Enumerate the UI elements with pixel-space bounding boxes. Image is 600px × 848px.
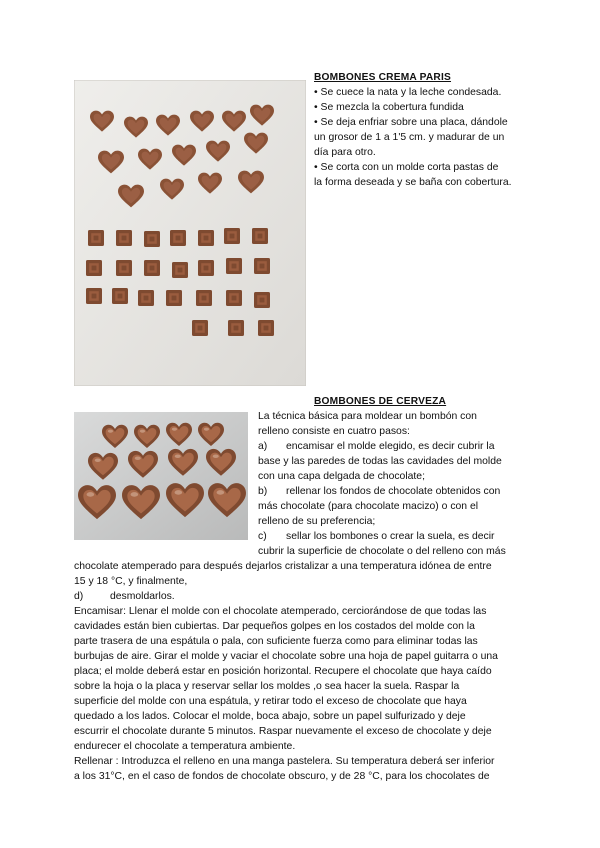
text-line: La técnica básica para moldear un bombón con [258, 411, 477, 422]
text-line: parte trasera de una espátula o pala, con suficiente fuerza como para eliminar todas las [74, 636, 478, 647]
text-line: Encamisar: Llenar el molde con el chocolate atemperado, cerciorándose de que todas las [74, 606, 487, 617]
text-line: sobre la hoja o la placa y reservar sellar los moldes ,o sea hacer la suela. Raspar la [74, 681, 460, 692]
text-line: día para otro. [314, 147, 376, 158]
text-line: superficie del molde con una espátula, y retirar todo el exceso de chocolate que haya [74, 696, 467, 707]
text-line: relleno consiste en cuatro pasos: [258, 426, 410, 437]
text-line: a los 31°C, en el caso de fondos de chocolate obscuro, y de 28 °C, para los chocolates de [74, 771, 490, 782]
section-title-cerveza: BOMBONES DE CERVEZA [314, 396, 447, 407]
step-letter: d) [74, 591, 84, 602]
step-text: sellar los bombones o crear la suela, es decir [286, 531, 495, 542]
step-text: desmoldarlos. [110, 591, 175, 602]
step-a-line [258, 439, 495, 454]
text-line: • Se corta con un molde corta pastas de [314, 162, 499, 173]
text-line: • Se cuece la nata y la leche condesada. [314, 87, 502, 98]
step-text: encamisar el molde elegido, es decir cubrir la [286, 441, 495, 452]
text-line: base y las paredes de todas las cavidades del molde [258, 456, 502, 467]
text-line: burbujas de aire. Girar el molde y vaciar el chocolate sobre una hoja de papel guitarra o una [74, 651, 498, 662]
text-line: • Se mezcla la cobertura fundida [314, 102, 464, 113]
text-line: endurecer el chocolate a temperatura ambiente. [74, 741, 296, 752]
text-line: un grosor de 1 a 1'5 cm. y madurar de un [314, 132, 505, 143]
text-line: cubrir la superficie de chocolate o del relleno con más [258, 546, 506, 557]
step-b-line [258, 484, 500, 499]
text-line: quedado a los lados. Colocar el molde, boca abajo, sobre un papel sulfurizado y deje [74, 711, 466, 722]
text-line: con una capa delgada de chocolate; [258, 471, 425, 482]
step-d-line [74, 589, 175, 604]
text-line: • Se deja enfriar sobre una placa, dándole [314, 117, 508, 128]
step-letter: a) [258, 441, 268, 452]
text-line: más chocolate (para chocolate macizo) o con el [258, 501, 479, 512]
text-line: cavidades están bien cubiertas. Dar pequeños golpes en los costados del molde con la [74, 621, 475, 632]
step-letter: c) [258, 531, 267, 542]
text-line: Rellenar : Introduzca el relleno en una manga pastelera. Su temperatura deberá ser inferior [74, 756, 495, 767]
text-line: relleno de su preferencia; [258, 516, 376, 527]
step-c-line [258, 529, 495, 544]
text-line: placa; el molde deberá estar en posición horizontal. Recupere el chocolate que haya caído [74, 666, 492, 677]
section-title-crema-paris: BOMBONES CREMA PARIS [314, 72, 452, 83]
text-line: 15 y 18 °C, y finalmente, [74, 576, 188, 587]
text-line: escurrir el chocolate durante 5 minutos. Raspar nuevamente el exceso de chocolate y deje [74, 726, 492, 737]
text-line: chocolate atemperado para después dejarlos cristalizar a una temperatura idónea de entre [74, 561, 492, 572]
photo-bombones-cerveza [74, 412, 248, 540]
photo-bombones-crema-paris [74, 80, 306, 386]
text-line: la forma deseada y se baña con cobertura. [314, 177, 512, 188]
step-letter: b) [258, 486, 268, 497]
step-text: rellenar los fondos de chocolate obtenidos con [286, 486, 501, 497]
